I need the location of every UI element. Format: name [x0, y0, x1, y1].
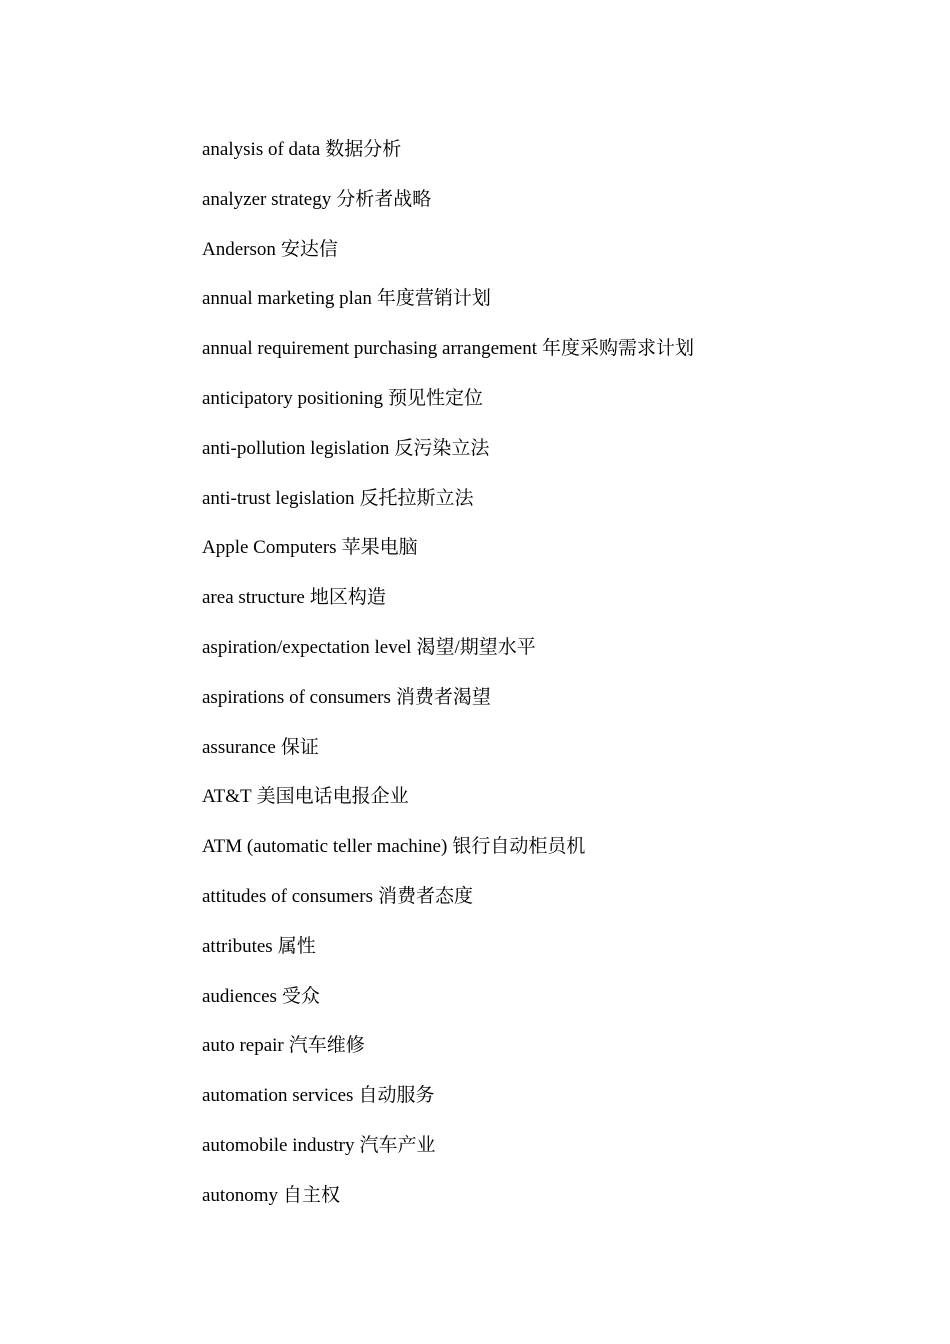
glossary-entry — [202, 137, 694, 187]
term-english: AT&T — [202, 786, 252, 808]
term-chinese: 自动服务 — [358, 1085, 435, 1107]
glossary-entry — [202, 884, 694, 934]
term-english: analysis of data — [202, 139, 321, 160]
glossary-entry — [202, 735, 694, 785]
glossary-list — [202, 137, 694, 1233]
glossary-entry — [202, 286, 694, 336]
glossary-entry — [202, 585, 694, 635]
term-chinese: 年度营销计划 — [376, 288, 491, 310]
glossary-entry — [202, 486, 694, 536]
term-chinese: 数据分析 — [325, 139, 402, 160]
term-chinese: 银行自动柜员机 — [452, 836, 586, 858]
term-english: aspiration/expectation level — [202, 636, 412, 658]
glossary-entry — [202, 784, 694, 834]
term-english: assurance — [202, 736, 276, 758]
term-english: Anderson — [202, 238, 276, 260]
term-english: anti-trust legislation — [202, 487, 355, 509]
term-chinese: 汽车维修 — [288, 1035, 365, 1057]
term-chinese: 反污染立法 — [394, 437, 490, 459]
term-english: anti-pollution legislation — [202, 437, 390, 459]
glossary-entry — [202, 386, 694, 436]
term-english: auto repair — [202, 1035, 284, 1057]
term-english: anticipatory positioning — [202, 387, 384, 409]
term-chinese: 汽车产业 — [359, 1134, 436, 1156]
glossary-entry — [202, 535, 694, 585]
term-chinese: 美国电话电报企业 — [256, 786, 409, 808]
glossary-entry — [202, 934, 694, 984]
term-chinese: 地区构造 — [309, 587, 386, 609]
term-chinese: 消费者态度 — [377, 885, 473, 907]
term-chinese: 消费者渴望 — [395, 686, 491, 708]
term-chinese: 分析者战略 — [336, 188, 432, 210]
glossary-entry — [202, 1133, 694, 1183]
term-english: attitudes of consumers — [202, 885, 373, 907]
glossary-entry — [202, 635, 694, 685]
term-chinese: 预见性定位 — [388, 387, 484, 409]
term-english: area structure — [202, 587, 305, 609]
term-english: attributes — [202, 935, 273, 957]
term-english: audiences — [202, 985, 277, 1007]
term-chinese: 苹果电脑 — [341, 537, 418, 559]
term-chinese: 年度采购需求计划 — [542, 338, 695, 360]
term-chinese: 属性 — [277, 935, 316, 957]
term-english: ATM (automatic teller machine) — [202, 836, 448, 858]
term-chinese: 自主权 — [283, 1184, 341, 1206]
glossary-entry — [202, 436, 694, 486]
glossary-entry — [202, 685, 694, 735]
term-english: automation services — [202, 1085, 354, 1107]
glossary-entry — [202, 187, 694, 237]
term-english: analyzer strategy — [202, 188, 332, 210]
term-english: annual requirement purchasing arrangement — [202, 338, 537, 360]
glossary-entry — [202, 1033, 694, 1083]
term-chinese: 安达信 — [280, 238, 338, 260]
term-chinese: 反托拉斯立法 — [359, 487, 474, 509]
glossary-entry — [202, 237, 694, 287]
glossary-entry — [202, 834, 694, 884]
term-english: annual marketing plan — [202, 288, 372, 310]
glossary-entry — [202, 1083, 694, 1133]
term-chinese: 受众 — [281, 985, 320, 1007]
term-chinese: 保证 — [280, 736, 319, 758]
glossary-entry — [202, 984, 694, 1034]
glossary-entry — [202, 1183, 694, 1233]
term-english: aspirations of consumers — [202, 686, 391, 708]
glossary-entry — [202, 336, 694, 386]
term-english: automobile industry — [202, 1134, 355, 1156]
term-english: Apple Computers — [202, 537, 337, 559]
term-english: autonomy — [202, 1184, 278, 1206]
term-chinese: 渴望/期望水平 — [416, 636, 536, 658]
